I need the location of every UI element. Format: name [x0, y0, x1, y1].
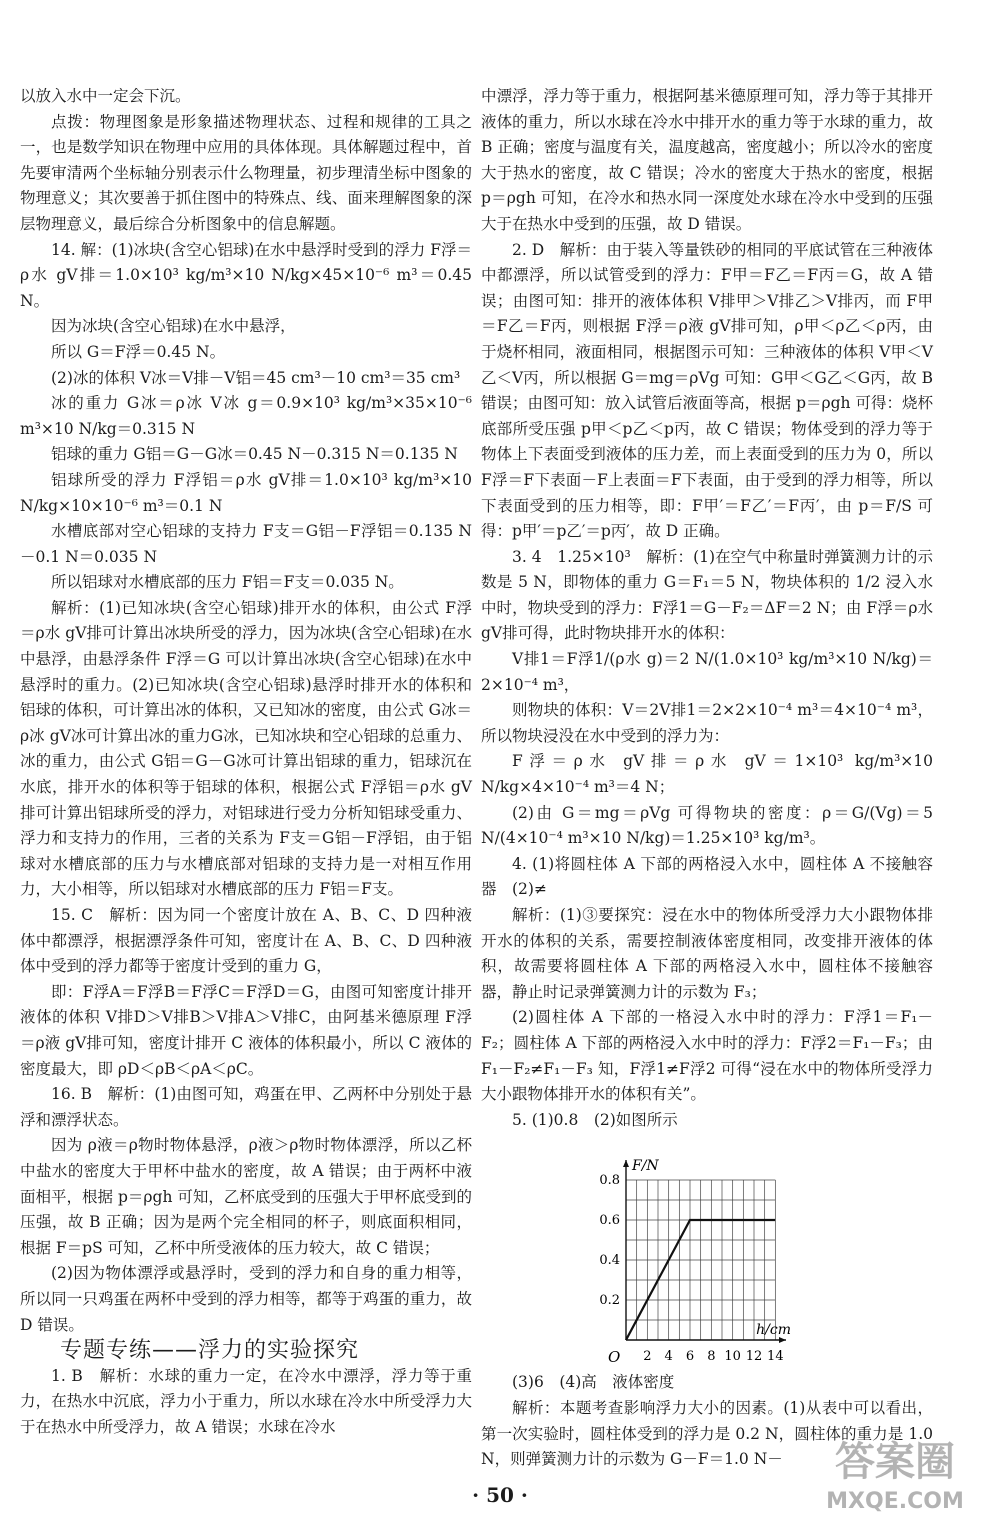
para-r2: 3. 4 1.25×10³ 解析：(1)在空气中称量时弹簧测力计的示数是 5 N，即物体的重力 G＝F₁＝5 N，物块体积的 1/2 浸入水中时，物块受到的浮力：F浮1＝G－F₂＝ΔF＝2 N；由 F浮＝ρ水 gV排可得，此时物块排开水的体积：: [481, 547, 933, 643]
force-depth-chart: [586, 1135, 806, 1370]
page-number: · 50 ·: [472, 1483, 528, 1507]
para-r11: (3)6 (4)高 液体密度: [512, 1373, 675, 1392]
x-tick-label: 12: [745, 1349, 763, 1365]
para-l16: (2)因为物体漂浮或悬浮时，受到的浮力和自身的重力相等，所以同一只鸡蛋在两杯中受到的浮力相等，都等于鸡蛋的重力，故 D 错误。: [20, 1264, 472, 1334]
y-tick-label: 0.4: [599, 1253, 620, 1269]
para-l5: (2)冰的体积 V冰＝V排－V铝＝45 cm³－10 cm³＝35 cm³: [51, 368, 461, 387]
x-tick-label: 4: [664, 1349, 673, 1365]
para-l0: 以放入水中一定会下沉。: [20, 87, 191, 105]
para-r0: 中漂浮，浮力等于重力，根据阿基米德原理可知，浮力等于其排开液体的重力，所以水球在冷水中排开水的重力等于水球的重力，故 B 正确；密度与温度有关，温度越高，密度越小；所以冷水的密度大于热水的密度，故 C 错误；冷水的密度大于热水的密度，根据 p＝ρgh 可知，在冷水和热水同一深度处水球在冷水中受到的压强大于在热水中受到的压强，故 D 错误。: [481, 87, 933, 233]
section-heading: 专题专练——浮力的实验探究: [60, 1338, 360, 1364]
para-r9: (2)圆柱体 A 下部的一格浸入水中时的浮力：F浮1＝F₁－F₂；圆柱体 A 下部的两格浸入水中时的浮力：F浮2＝F₁－F₃；由 F₁－F₂≠F₁－F₃ 知，F浮1≠F浮2 可得“浸在水中的物体所受浮力大小跟物体排开水的体积有关”。: [481, 1008, 933, 1104]
x-tick-label: 2: [643, 1349, 652, 1365]
watermark-logo: [800, 1430, 990, 1515]
para-l14: 16. B 解析：(1)由图可知，鸡蛋在甲、乙两杯中分别处于悬浮和漂浮状态。: [20, 1085, 472, 1129]
para-r6: (2)由 G＝mg＝ρVg 可得物块的密度：ρ＝G/(Vg)＝5 N/(4×10⁻⁴ m³×10 N/kg)＝1.25×10³ kg/m³。: [481, 803, 933, 848]
y-axis-arrow: [623, 1160, 629, 1167]
x-tick-label: 14: [767, 1349, 784, 1365]
para-l7: 铝球的重力 G铝＝G－G冰＝0.45 N－0.315 N＝0.135 N: [51, 445, 458, 464]
para-l12: 15. C 解析：因为同一个密度计放在 A、B、C、D 四种液体中都漂浮，根据漂浮条件可知，密度计在 A、B、C、D 四种液体中受到的浮力都等于密度计受到的重力 G，: [20, 906, 472, 976]
para-r8: 解析：(1)③要探究：浸在水中的物体所受浮力大小跟物体排开水的体积的关系，需要控制液体密度相同，改变排开液体的体积，故需要将圆柱体 A 下部的两格浸入水中，圆柱体不接触容器，静止时记录弹簧测力计的示数为 F₃；: [481, 906, 933, 1001]
y-tick-label: 0.8: [599, 1173, 620, 1189]
para-l9: 水槽底部对空心铝球的支持力 F支＝G铝－F浮铝＝0.135 N－0.1 N＝0.035 N: [20, 522, 472, 566]
para-l8: 铝球所受的浮力 F浮铝＝ρ水 gV排＝1.0×10³ kg/m³×10 N/kg×10×10⁻⁶ m³＝0.1 N: [20, 470, 472, 515]
para-r7: 4. (1)将圆柱体 A 下部的两格浸入水中，圆柱体 A 不接触容器 (2)≠: [481, 854, 933, 899]
x-tick-label: 10: [724, 1349, 741, 1365]
para-l15: 因为 ρ液＝ρ物时物体悬浮，ρ液＞ρ物时物体漂浮，所以乙杯中盐水的密度大于甲杯中盐水的密度，故 A 错误；由于两杯中液面相平，根据 p＝ρgh 可知，乙杯底受到的压强大于甲杯底受到的压强，故 B 正确；因为是两个完全相同的杯子，则底面积相同，根据 F＝pS 可知，乙杯中所受液体的压力较大，故 C 错误；: [20, 1136, 472, 1257]
y-axis-label: F/N: [632, 1158, 659, 1175]
para-l11: 解析：(1)已知冰块(含空心铝球)排开水的体积，由公式 F浮＝ρ水 gV排可计算出冰块所受的浮力，因为冰块(含空心铝球)在水中悬浮，由悬浮条件 F浮＝G 可以计算出冰块(含空心铝球)在水中悬浮时的重力。(2)已知冰块(含空心铝球)悬浮时排开水的体积和铝球的体积，可计算出冰的体积，又已知冰的密度，由公式 G冰＝ρ冰 gV冰可计算出冰的重力G冰，已知冰块和空心铝球的总重力、冰的重力，由公式 G铝＝G－G冰可计算出铝球的重力，铝球沉在水底，排开水的体积等于铝球的体积，根据公式 F浮铝＝ρ水 gV排可计算出铝球所受的浮力，对铝球进行受力分析知铝球受重力、浮力和支持力的作用，三者的关系为 F支＝G铝－F浮铝，由于铝球对水槽底部的压力与水槽底部对铝球的支持力是一对相互作用力，大小相等，所以铝球对水槽底部的压力 F铝＝F支。: [20, 598, 472, 899]
para-r1: 2. D 解析：由于装入等量铁砂的相同的平底试管在三种液体中都漂浮，所以试管受到的浮力：F甲＝F乙＝F丙＝G，故 A 错误；由图可知：排开的液体体积 V排甲＞V排乙＞V排丙，而 F甲＝F乙＝F丙，则根据 F浮＝ρ液 gV排可知，ρ甲＜ρ乙＜ρ丙，由于烧杯相同，液面相同，根据图示可知：三种液体的体积 V甲＜V乙＜V丙，所以根据 G＝mg＝ρVg 可知：G甲＜G乙＜G丙，故 B 错误；由图可知：放入试管后液面等高，根据 p＝ρgh 可得：烧杯底部所受压强 p甲＜p乙＜p丙，故 C 错误；物体受到的浮力等于物体上下表面受到液体的压力差，而上表面受到的压力为 0，所以 F浮＝F下表面－F上表面＝F下表面，由于受到的浮力相等，所以下表面受到的压力相等，即：F甲′＝F乙′＝F丙′，由 p＝F/S 可得：p甲′＝p乙′＝p丙′，故 D 正确。: [481, 240, 933, 541]
para-r3: V排1＝F浮1/(ρ水 g)＝2 N/(1.0×10³ kg/m³×10 N/kg)＝2×10⁻⁴ m³，: [481, 650, 933, 694]
para-r12: 解析：本题考查影响浮力大小的因素。(1)从表中可以看出，第一次实验时，圆柱体受到的浮力是 0.2 N，圆柱体的重力是 1.0 N，则弹簧测力计的示数为 G－F＝1.0 N－: [481, 1398, 933, 1469]
page-number-value: 50: [486, 1483, 514, 1507]
para-l17: 1. B 解析：水球的重力一定，在冷水中漂浮，浮力等于重力，在热水中沉底，浮力小于重力，所以水球在冷水中所受浮力大于在热水中所受浮力，故 A 错误；水球在冷水: [20, 1366, 472, 1436]
y-tick-label: 0.2: [599, 1293, 620, 1309]
origin-label: O: [608, 1348, 621, 1367]
para-r4: 则物块的体积：V＝2V排1＝2×2×10⁻⁴ m³＝4×10⁻⁴ m³，所以物块浸没在水中受到的浮力为：: [481, 701, 933, 745]
para-r5: F浮＝ρ水 gV排＝ρ水 gV＝1×10³ kg/m³×10 N/kg×4×10⁻⁴ m³＝4 N；: [481, 752, 933, 797]
x-tick-label: 6: [685, 1349, 695, 1365]
para-r10: 5. (1)0.8 (2)如图所示: [512, 1110, 678, 1129]
para-l10: 所以铝球对水槽底部的压力 F铝＝F支＝0.035 N。: [51, 573, 404, 592]
y-tick-label: 0.6: [599, 1213, 620, 1229]
x-axis-label: h/cm: [756, 1322, 791, 1339]
watermark-top-text: 答案圈: [835, 1439, 955, 1485]
para-l6: 冰的重力 G冰＝ρ冰 V冰 g＝0.9×10³ kg/m³×35×10⁻⁶ m³×10 N/kg＝0.315 N: [20, 394, 472, 438]
chart-svg: [586, 1135, 806, 1370]
left-column: [20, 84, 472, 1440]
watermark-bottom-text: MXQE.COM: [826, 1489, 964, 1514]
x-tick-label: 8: [707, 1349, 716, 1365]
para-l1: 点拨：物理图象是形象描述物理状态、过程和规律的工具之一，也是数学知识在物理中应用的具体体现。具体解题过程中，首先要审清两个坐标轴分别表示什么物理量，初步理清坐标中图象的物理意义；其次要善于抓住图中的特殊点、线、面来理解图象的深层物理意义，最后综合分析图象中的信息解题。: [20, 112, 472, 233]
para-l4: 所以 G＝F浮＝0.45 N。: [51, 342, 226, 361]
para-l13: 即：F浮A＝F浮B＝F浮C＝F浮D＝G，由图可知密度计排开液体的体积 V排D＞V排B＞V排A＞V排C，由阿基米德原理 F浮＝ρ液 gV排可知，密度计排开 C 液体的体积最小，所以 C 液体的密度最大，即 ρD＜ρB＜ρA＜ρC。: [20, 982, 472, 1078]
para-l2: 14. 解：(1)冰块(含空心铝球)在水中悬浮时受到的浮力 F浮＝ρ水 gV排＝1.0×10³ kg/m³×10 N/kg×45×10⁻⁶ m³＝0.45 N。: [20, 240, 472, 310]
para-l3: 因为冰块(含空心铝球)在水中悬浮，: [51, 317, 296, 336]
right-column: [481, 84, 933, 1473]
